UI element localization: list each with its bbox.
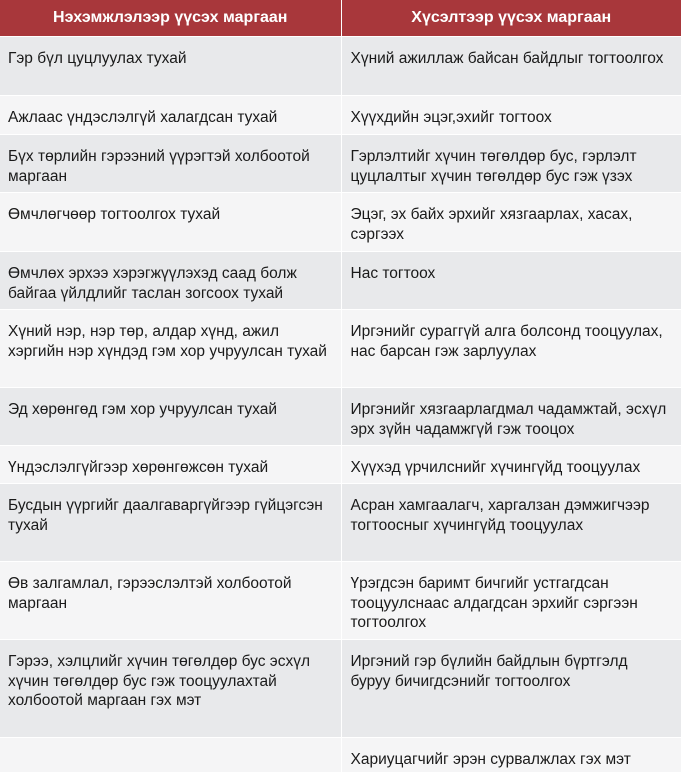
table-body — [0, 37, 681, 773]
table-row — [0, 96, 681, 135]
cell-petition: Үрэгдсэн баримт бичгийг устгагдсан тооцуулснаас алдагдсан эрхийг сэргээн тогтоолгох — [341, 562, 681, 640]
cell-claim: Хүний нэр, нэр төр, алдар хүнд, ажил хэргийн нэр хүндэд гэм хор учруулсан тухай — [0, 310, 341, 388]
cell-petition: Асран хамгаалагч, харгалзан дэмжигчээр тогтоосныг хүчингүйд тооцуулах — [341, 484, 681, 562]
table-row — [0, 310, 681, 388]
table-row — [0, 738, 681, 773]
table-row — [0, 193, 681, 252]
cell-petition: Нас тогтоох — [341, 252, 681, 310]
cell-petition: Хариуцагчийг эрэн сурвалжлах гэх мэт — [341, 738, 681, 773]
cell-claim: Үндэслэлгүйгээр хөрөнгөжсөн тухай — [0, 446, 341, 484]
cell-petition: Иргэнийг сураггүй алга болсонд тооцуулах, нас барсан гэж зарлуулах — [341, 310, 681, 388]
cell-claim: Өмчлөх эрхээ хэрэгжүүлэхэд саад болж байгаа үйлдлийг таслан зогсоох тухай — [0, 252, 341, 310]
cell-claim: Өмчлөгчөөр тогтоолгох тухай — [0, 193, 341, 252]
cell-claim: Гэрээ, хэлцлийг хүчин төгөлдөр бус эсхүл хүчин төгөлдөр бус гэж тооцуулахтай холбоотой маргаан гэх мэт — [0, 640, 341, 738]
cell-petition: Эцэг, эх байх эрхийг хязгаарлах, хасах, сэргээх — [341, 193, 681, 252]
table-row — [0, 640, 681, 738]
cell-petition: Иргэнийг хязгаарлагдмал чадамжтай, эсхүл эрх зүйн чадамжгүй гэж тооцох — [341, 388, 681, 446]
cell-petition: Гэрлэлтийг хүчин төгөлдөр бус, гэрлэлт цуцлалтыг хүчин төгөлдөр бус гэж үзэх — [341, 135, 681, 193]
cell-claim: Гэр бүл цуцлуулах тухай — [0, 37, 341, 96]
cell-petition: Хүүхдийн эцэг,эхийг тогтоох — [341, 96, 681, 135]
table-row — [0, 484, 681, 562]
cell-petition: Иргэний гэр бүлийн байдлын бүртгэлд буруу бичигдсэнийг тогтоолгох — [341, 640, 681, 738]
cell-claim: Бүх төрлийн гэрээний үүрэгтэй холбоотой маргаан — [0, 135, 341, 193]
table-row — [0, 252, 681, 310]
cell-claim — [0, 738, 341, 773]
cell-claim: Ажлаас үндэслэлгүй халагдсан тухай — [0, 96, 341, 135]
table-row — [0, 446, 681, 484]
table-header — [0, 0, 681, 37]
header-row — [0, 0, 681, 37]
header-claim-disputes: Нэхэмжлэлээр үүсэх маргаан — [0, 0, 341, 37]
table-row — [0, 562, 681, 640]
cell-claim: Эд хөрөнгөд гэм хор учруулсан тухай — [0, 388, 341, 446]
cell-petition: Хүүхэд үрчилснийг хүчингүйд тооцуулах — [341, 446, 681, 484]
header-petition-disputes: Хүсэлтээр үүсэх маргаан — [341, 0, 681, 37]
table-row — [0, 135, 681, 193]
cell-petition: Хүний ажиллаж байсан байдлыг тогтоолгох — [341, 37, 681, 96]
cell-claim: Өв залгамлал, гэрээслэлтэй холбоотой маргаан — [0, 562, 341, 640]
cell-claim: Бусдын үүргийг даалгаваргүйгээр гүйцэгсэн тухай — [0, 484, 341, 562]
table-row — [0, 388, 681, 446]
table-row — [0, 37, 681, 96]
